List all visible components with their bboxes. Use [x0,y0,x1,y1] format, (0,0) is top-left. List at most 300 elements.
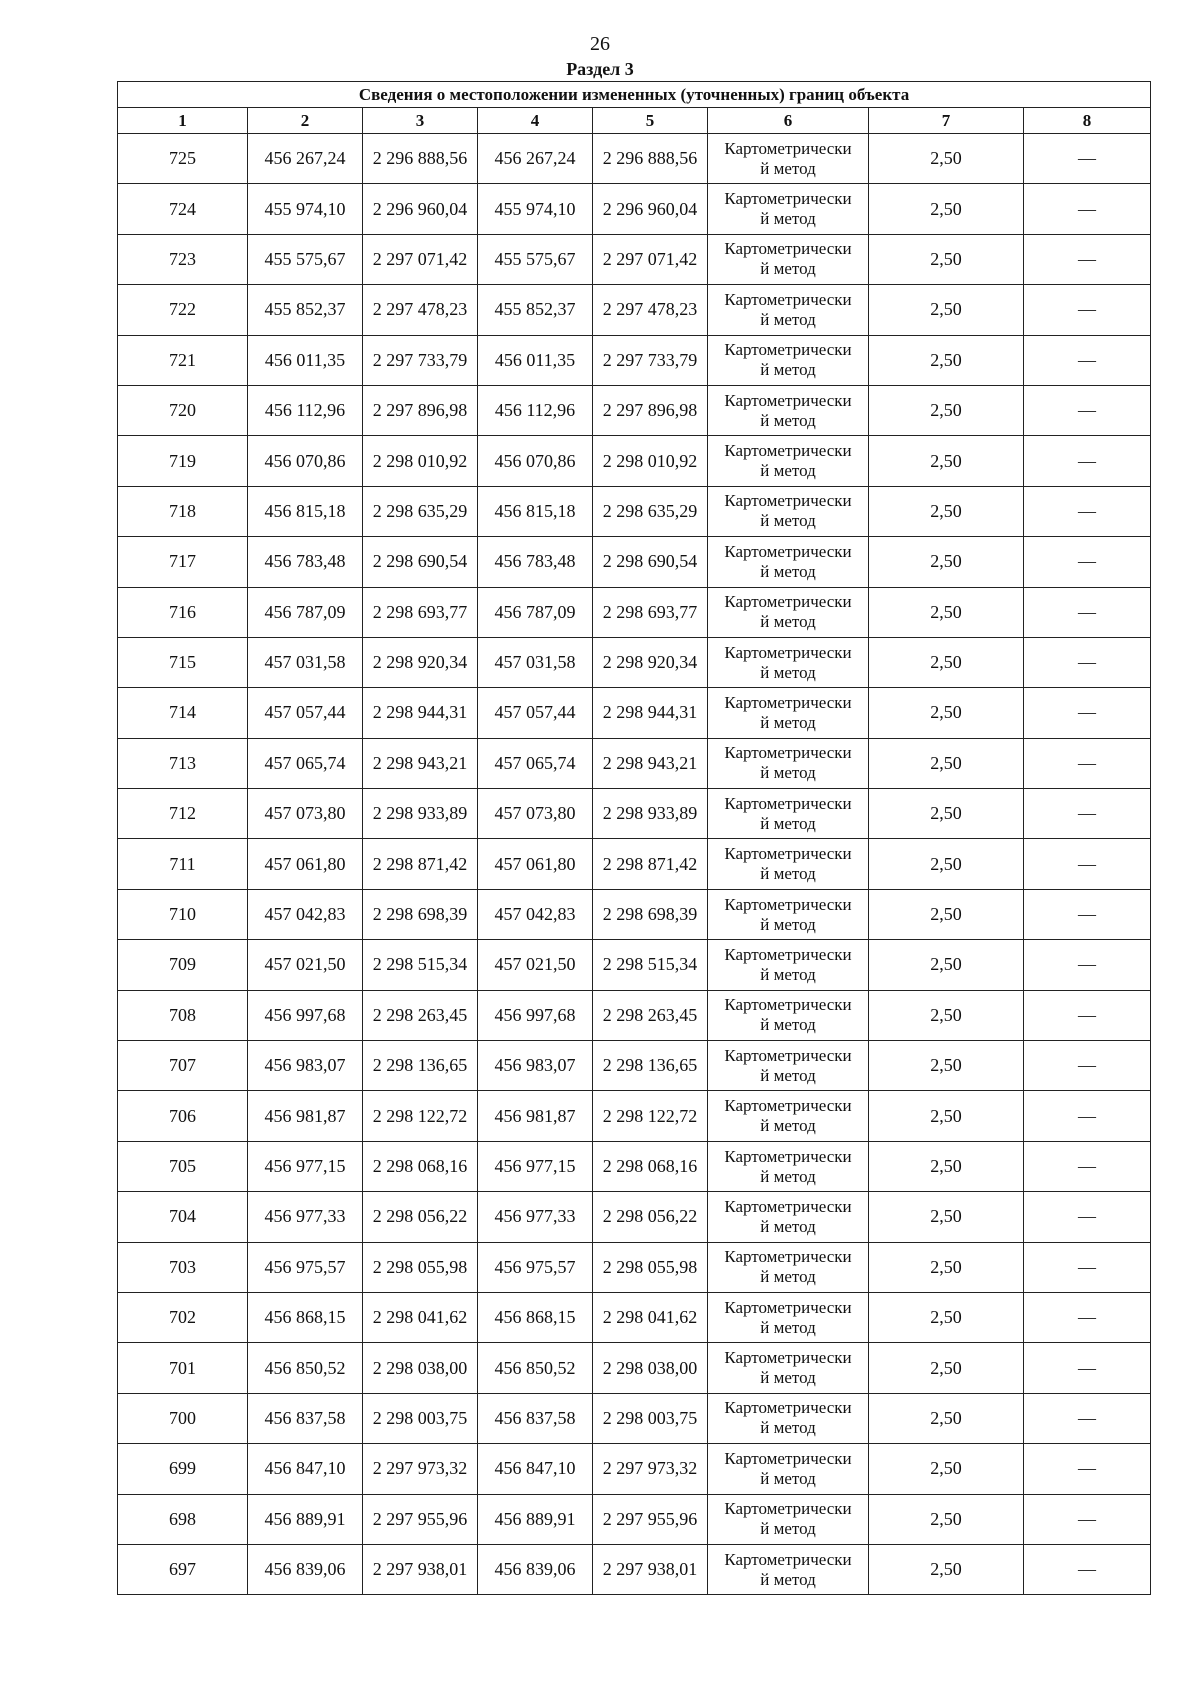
x-coordinate-cell: 456 787,09 [478,587,593,637]
table-row [118,1041,1151,1091]
description-cell: — [1024,940,1151,990]
method-text-line: Картометрически [724,692,852,712]
method-cell [708,1041,869,1091]
x-coordinate-cell: 455 852,37 [478,285,593,335]
method-text-line: Картометрически [724,1045,852,1065]
column-number: 8 [1024,108,1151,134]
x-coordinate-cell: 457 061,80 [478,839,593,889]
description-cell: — [1024,1292,1151,1342]
x-coordinate-cell: 456 783,48 [478,537,593,587]
accuracy-cell: 2,50 [869,1192,1024,1242]
method-text-line: й метод [760,964,816,984]
point-number-cell: 713 [118,738,248,788]
x-coordinate-cell: 456 011,35 [478,335,593,385]
y-coordinate-cell: 2 298 041,62 [593,1292,708,1342]
description-cell: — [1024,1041,1151,1091]
method-cell [708,1192,869,1242]
x-coordinate-cell: 456 868,15 [248,1292,363,1342]
point-number-cell: 698 [118,1494,248,1544]
x-coordinate-cell: 456 889,91 [478,1494,593,1544]
x-coordinate-cell: 457 031,58 [248,637,363,687]
table-row [118,285,1151,335]
x-coordinate-cell: 456 112,96 [478,385,593,435]
column-number: 6 [708,108,869,134]
y-coordinate-cell: 2 298 056,22 [363,1192,478,1242]
y-coordinate-cell: 2 298 136,65 [363,1041,478,1091]
y-coordinate-cell: 2 297 938,01 [593,1544,708,1594]
x-coordinate-cell: 456 847,10 [248,1444,363,1494]
x-coordinate-cell: 456 977,33 [478,1192,593,1242]
method-text-line: й метод [760,259,816,279]
method-cell [708,789,869,839]
accuracy-cell: 2,50 [869,738,1024,788]
method-text-line: Картометрически [724,1448,852,1468]
y-coordinate-cell: 2 298 068,16 [363,1141,478,1191]
method-cell [708,1091,869,1141]
accuracy-cell: 2,50 [869,1544,1024,1594]
y-coordinate-cell: 2 298 515,34 [363,940,478,990]
x-coordinate-cell: 457 065,74 [478,738,593,788]
table-caption-row [118,82,1151,108]
table-row [118,738,1151,788]
method-text-line: Картометрически [724,1348,852,1368]
x-coordinate-cell: 456 983,07 [478,1041,593,1091]
x-coordinate-cell: 455 575,67 [248,234,363,284]
method-text-line: Картометрически [724,541,852,561]
y-coordinate-cell: 2 298 693,77 [363,587,478,637]
method-text-line: й метод [760,309,816,329]
method-cell [708,436,869,486]
point-number-cell: 720 [118,385,248,435]
method-cell [708,1242,869,1292]
x-coordinate-cell: 456 267,24 [248,134,363,184]
method-text-line: Картометрически [724,390,852,410]
x-coordinate-cell: 457 042,83 [248,889,363,939]
x-coordinate-cell: 457 065,74 [248,738,363,788]
method-text-line: й метод [760,360,816,380]
method-cell [708,335,869,385]
x-coordinate-cell: 456 850,52 [478,1343,593,1393]
method-text-line: Картометрически [724,1096,852,1116]
table-row [118,587,1151,637]
table-row [118,1494,1151,1544]
x-coordinate-cell: 455 974,10 [478,184,593,234]
x-coordinate-cell: 457 073,80 [248,789,363,839]
accuracy-cell: 2,50 [869,688,1024,738]
y-coordinate-cell: 2 298 933,89 [363,789,478,839]
x-coordinate-cell: 457 073,80 [478,789,593,839]
description-cell: — [1024,1192,1151,1242]
section-title: Раздел 3 [566,59,634,79]
method-text-line: й метод [760,1317,816,1337]
method-text-line: й метод [760,511,816,531]
x-coordinate-cell: 456 815,18 [478,486,593,536]
x-coordinate-cell: 456 011,35 [248,335,363,385]
method-cell [708,285,869,335]
column-number: 7 [869,108,1024,134]
y-coordinate-cell: 2 297 733,79 [593,335,708,385]
y-coordinate-cell: 2 298 635,29 [363,486,478,536]
description-cell: — [1024,990,1151,1040]
method-cell [708,134,869,184]
x-coordinate-cell: 456 850,52 [248,1343,363,1393]
x-coordinate-cell: 456 070,86 [478,436,593,486]
y-coordinate-cell: 2 297 955,96 [593,1494,708,1544]
accuracy-cell: 2,50 [869,335,1024,385]
method-text-line: й метод [760,864,816,884]
accuracy-cell: 2,50 [869,1494,1024,1544]
description-cell: — [1024,335,1151,385]
table-caption: Сведения о местоположении измененных (уточненных) границ объекта [118,82,1151,108]
accuracy-cell: 2,50 [869,1091,1024,1141]
method-cell [708,385,869,435]
method-text-line: Картометрически [724,743,852,763]
point-number-cell: 723 [118,234,248,284]
accuracy-cell: 2,50 [869,134,1024,184]
x-coordinate-cell: 457 042,83 [478,889,593,939]
x-coordinate-cell: 457 021,50 [248,940,363,990]
y-coordinate-cell: 2 297 071,42 [593,234,708,284]
table-row [118,789,1151,839]
y-coordinate-cell: 2 298 056,22 [593,1192,708,1242]
point-number-cell: 718 [118,486,248,536]
x-coordinate-cell: 455 575,67 [478,234,593,284]
description-cell: — [1024,688,1151,738]
y-coordinate-cell: 2 298 038,00 [593,1343,708,1393]
accuracy-cell: 2,50 [869,637,1024,687]
method-cell [708,889,869,939]
table-row [118,486,1151,536]
point-number-cell: 701 [118,1343,248,1393]
description-cell: — [1024,1343,1151,1393]
y-coordinate-cell: 2 297 973,32 [363,1444,478,1494]
y-coordinate-cell: 2 298 122,72 [363,1091,478,1141]
x-coordinate-cell: 456 981,87 [248,1091,363,1141]
page-number: 26 [590,33,610,55]
accuracy-cell: 2,50 [869,234,1024,284]
description-cell: — [1024,1242,1151,1292]
y-coordinate-cell: 2 298 003,75 [363,1393,478,1443]
column-number: 1 [118,108,248,134]
description-cell: — [1024,134,1151,184]
accuracy-cell: 2,50 [869,1292,1024,1342]
method-text-line: Картометрически [724,340,852,360]
x-coordinate-cell: 456 815,18 [248,486,363,536]
table-row [118,1141,1151,1191]
y-coordinate-cell: 2 296 888,56 [363,134,478,184]
description-cell: — [1024,285,1151,335]
method-text-line: й метод [760,1267,816,1287]
point-number-cell: 724 [118,184,248,234]
method-text-line: Картометрически [724,239,852,259]
x-coordinate-cell: 456 837,58 [478,1393,593,1443]
method-text-line: й метод [760,1519,816,1539]
point-number-cell: 704 [118,1192,248,1242]
description-cell: — [1024,1091,1151,1141]
method-text-line: й метод [760,1418,816,1438]
x-coordinate-cell: 456 847,10 [478,1444,593,1494]
x-coordinate-cell: 456 977,15 [248,1141,363,1191]
description-cell: — [1024,889,1151,939]
table-row [118,1343,1151,1393]
table-row [118,335,1151,385]
accuracy-cell: 2,50 [869,385,1024,435]
y-coordinate-cell: 2 298 871,42 [363,839,478,889]
point-number-cell: 717 [118,537,248,587]
method-text-line: й метод [760,763,816,783]
method-text-line: Картометрически [724,289,852,309]
table-row [118,940,1151,990]
table-row [118,234,1151,284]
description-cell: — [1024,1494,1151,1544]
method-cell [708,1393,869,1443]
point-number-cell: 709 [118,940,248,990]
x-coordinate-cell: 456 977,33 [248,1192,363,1242]
description-cell: — [1024,637,1151,687]
x-coordinate-cell: 456 837,58 [248,1393,363,1443]
y-coordinate-cell: 2 297 955,96 [363,1494,478,1544]
method-cell [708,1141,869,1191]
method-text-line: й метод [760,1116,816,1136]
point-number-cell: 707 [118,1041,248,1091]
method-cell [708,1544,869,1594]
method-cell [708,1494,869,1544]
y-coordinate-cell: 2 297 478,23 [593,285,708,335]
x-coordinate-cell: 456 112,96 [248,385,363,435]
method-text-line: Картометрически [724,1549,852,1569]
point-number-cell: 697 [118,1544,248,1594]
x-coordinate-cell: 457 057,44 [478,688,593,738]
table-row [118,990,1151,1040]
x-coordinate-cell: 455 974,10 [248,184,363,234]
table-row [118,839,1151,889]
point-number-cell: 715 [118,637,248,687]
method-text-line: й метод [760,1216,816,1236]
y-coordinate-cell: 2 298 871,42 [593,839,708,889]
table-row [118,134,1151,184]
method-cell [708,486,869,536]
y-coordinate-cell: 2 298 690,54 [593,537,708,587]
description-cell: — [1024,1444,1151,1494]
x-coordinate-cell: 456 975,57 [248,1242,363,1292]
description-cell: — [1024,839,1151,889]
table-row [118,637,1151,687]
method-text-line: Картометрически [724,1398,852,1418]
accuracy-cell: 2,50 [869,537,1024,587]
x-coordinate-cell: 456 839,06 [478,1544,593,1594]
table-row [118,889,1151,939]
table-row [118,184,1151,234]
y-coordinate-cell: 2 298 055,98 [363,1242,478,1292]
method-text-line: й метод [760,1368,816,1388]
method-cell [708,587,869,637]
method-text-line: Картометрически [724,1499,852,1519]
method-text-line: й метод [760,1569,816,1589]
table-body [118,134,1151,1595]
table-row [118,1444,1151,1494]
method-cell [708,990,869,1040]
point-number-cell: 702 [118,1292,248,1342]
method-text-line: Картометрически [724,491,852,511]
y-coordinate-cell: 2 298 068,16 [593,1141,708,1191]
accuracy-cell: 2,50 [869,839,1024,889]
table-row [118,1091,1151,1141]
y-coordinate-cell: 2 297 896,98 [363,385,478,435]
description-cell: — [1024,234,1151,284]
accuracy-cell: 2,50 [869,587,1024,637]
y-coordinate-cell: 2 298 933,89 [593,789,708,839]
accuracy-cell: 2,50 [869,184,1024,234]
method-text-line: й метод [760,1065,816,1085]
x-coordinate-cell: 456 977,15 [478,1141,593,1191]
column-number-row [118,108,1151,134]
method-cell [708,839,869,889]
method-text-line: Картометрически [724,1146,852,1166]
method-cell [708,1292,869,1342]
method-text-line: й метод [760,209,816,229]
method-text-line: й метод [760,813,816,833]
description-cell: — [1024,587,1151,637]
accuracy-cell: 2,50 [869,1041,1024,1091]
method-text-line: Картометрически [724,844,852,864]
y-coordinate-cell: 2 298 263,45 [363,990,478,1040]
x-coordinate-cell: 456 975,57 [478,1242,593,1292]
x-coordinate-cell: 457 021,50 [478,940,593,990]
method-text-line: Картометрически [724,793,852,813]
y-coordinate-cell: 2 296 888,56 [593,134,708,184]
point-number-cell: 708 [118,990,248,1040]
y-coordinate-cell: 2 297 478,23 [363,285,478,335]
y-coordinate-cell: 2 298 010,92 [363,436,478,486]
y-coordinate-cell: 2 298 698,39 [593,889,708,939]
description-cell: — [1024,1141,1151,1191]
description-cell: — [1024,436,1151,486]
method-text-line: й метод [760,561,816,581]
method-text-line: й метод [760,662,816,682]
x-coordinate-cell: 457 031,58 [478,637,593,687]
method-text-line: й метод [760,712,816,732]
y-coordinate-cell: 2 298 920,34 [593,637,708,687]
point-number-cell: 725 [118,134,248,184]
method-text-line: й метод [760,1468,816,1488]
y-coordinate-cell: 2 298 515,34 [593,940,708,990]
y-coordinate-cell: 2 298 943,21 [593,738,708,788]
accuracy-cell: 2,50 [869,1393,1024,1443]
point-number-cell: 700 [118,1393,248,1443]
table-row [118,1292,1151,1342]
description-cell: — [1024,184,1151,234]
point-number-cell: 716 [118,587,248,637]
method-text-line: й метод [760,914,816,934]
accuracy-cell: 2,50 [869,990,1024,1040]
method-cell [708,688,869,738]
table-row [118,1242,1151,1292]
y-coordinate-cell: 2 298 010,92 [593,436,708,486]
point-number-cell: 719 [118,436,248,486]
y-coordinate-cell: 2 298 136,65 [593,1041,708,1091]
point-number-cell: 705 [118,1141,248,1191]
coordinates-table [117,81,1151,1595]
y-coordinate-cell: 2 298 693,77 [593,587,708,637]
method-text-line: й метод [760,1166,816,1186]
table-row [118,688,1151,738]
description-cell: — [1024,1544,1151,1594]
method-text-line: Картометрически [724,894,852,914]
method-text-line: й метод [760,612,816,632]
point-number-cell: 703 [118,1242,248,1292]
column-number: 2 [248,108,363,134]
method-cell [708,537,869,587]
point-number-cell: 721 [118,335,248,385]
point-number-cell: 714 [118,688,248,738]
x-coordinate-cell: 456 868,15 [478,1292,593,1342]
table-row [118,1544,1151,1594]
y-coordinate-cell: 2 297 733,79 [363,335,478,385]
table-row [118,537,1151,587]
accuracy-cell: 2,50 [869,1444,1024,1494]
method-cell [708,738,869,788]
x-coordinate-cell: 456 787,09 [248,587,363,637]
point-number-cell: 711 [118,839,248,889]
method-cell [708,234,869,284]
method-text-line: Картометрически [724,1247,852,1267]
accuracy-cell: 2,50 [869,940,1024,990]
y-coordinate-cell: 2 298 698,39 [363,889,478,939]
description-cell: — [1024,486,1151,536]
method-text-line: Картометрически [724,995,852,1015]
accuracy-cell: 2,50 [869,1242,1024,1292]
x-coordinate-cell: 457 061,80 [248,839,363,889]
column-number: 3 [363,108,478,134]
method-cell [708,184,869,234]
method-text-line: Картометрически [724,189,852,209]
accuracy-cell: 2,50 [869,1343,1024,1393]
method-text-line: Картометрически [724,592,852,612]
method-text-line: Картометрически [724,441,852,461]
method-cell [708,940,869,990]
method-text-line: Картометрически [724,642,852,662]
accuracy-cell: 2,50 [869,436,1024,486]
table-row [118,1192,1151,1242]
description-cell: — [1024,789,1151,839]
description-cell: — [1024,1393,1151,1443]
accuracy-cell: 2,50 [869,789,1024,839]
point-number-cell: 722 [118,285,248,335]
y-coordinate-cell: 2 296 960,04 [593,184,708,234]
x-coordinate-cell: 456 983,07 [248,1041,363,1091]
x-coordinate-cell: 456 981,87 [478,1091,593,1141]
y-coordinate-cell: 2 298 041,62 [363,1292,478,1342]
point-number-cell: 706 [118,1091,248,1141]
table-row [118,1393,1151,1443]
accuracy-cell: 2,50 [869,889,1024,939]
accuracy-cell: 2,50 [869,285,1024,335]
point-number-cell: 712 [118,789,248,839]
y-coordinate-cell: 2 298 944,31 [593,688,708,738]
table-row [118,385,1151,435]
x-coordinate-cell: 456 997,68 [248,990,363,1040]
method-text-line: Картометрически [724,1297,852,1317]
method-cell [708,1444,869,1494]
description-cell: — [1024,385,1151,435]
method-text-line: Картометрически [724,138,852,158]
x-coordinate-cell: 456 997,68 [478,990,593,1040]
y-coordinate-cell: 2 298 943,21 [363,738,478,788]
method-cell [708,637,869,687]
y-coordinate-cell: 2 297 896,98 [593,385,708,435]
method-text-line: й метод [760,410,816,430]
description-cell: — [1024,537,1151,587]
